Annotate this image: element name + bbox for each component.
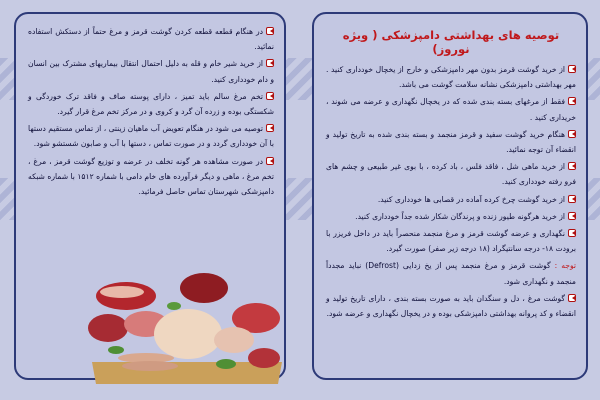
bullet-icon [266,92,274,100]
meat-platter-image [86,266,286,388]
bullet-icon [568,195,576,203]
meat-piece [88,314,128,342]
list-item: از خرید ماهی شل ، فاقد فلس ، باد کرده ، با بوی غیر طبیعی و چشم های فرو رفته خودداری کنید. [326,162,576,187]
bullet-icon [266,124,274,132]
note-label: توجه : [554,261,576,271]
herb-garnish [216,359,236,369]
list-item: از خرید شیر خام و قله به دلیل احتمال انتقال بیماریهای مشترک بین انسان و دام خودداری کنید. [28,59,274,84]
list-item: در هنگام قطعه قطعه کردن گوشت قرمز و مرغ حتماً از دستکش استفاده نمائید. [28,27,274,52]
list-item: از خرید هرگونه طیور زنده و پرندگان شکار شده جداً خودداری کنید. [326,209,576,224]
note [326,258,576,288]
right-panel [312,12,588,380]
list-item: از خرید گوشت چرخ کرده آماده در قصابی ها خودداری کنید. [326,192,576,207]
bullet-icon [568,65,576,73]
panel-title: توصیه های بهداشتی دامپزشکی ( ویژه نوروز) [342,28,560,56]
bullet-icon [568,130,576,138]
bullet-icon [568,97,576,105]
list-item: تخم مرغ سالم باید تمیز ، دارای پوسته صاف و فاقد ترک خوردگی و شکستگی بوده و زرده آن گرد و کروی و در مرکز تخم مرغ قرار گیرد. [28,91,274,117]
herb-garnish [167,302,181,310]
chicken [154,309,222,359]
chicken-piece [214,327,254,353]
bullet-icon [568,162,576,170]
list-item: در صورت مشاهده هر گونه تخلف در عرضه و توزیع گوشت قرمز ، مرغ ، تخم مرغ ، ماهی و دیگر فرآورده های خام دامی با شماره ۱۵۱۲ با شماره شبکه دامپزشکی شهرستان تماس حاصل فرمائید. [28,156,274,197]
meat-piece [180,273,228,303]
bullet-icon [266,59,274,67]
meat-piece [248,348,280,368]
bullet-icon [266,157,274,165]
list-item: فقط از مرغهای بسته بندی شده که در یخچال نگهداری و عرضه می شوند ، خریداری کنید . [326,97,576,122]
bullet-icon [266,27,274,35]
herb-garnish [108,346,124,354]
list-item: نگهداری و عرضه گوشت قرمز و مرغ منجمد منحصراً باید در داخل فریزر با برودت ۱۸- درجه سانتیگراد (۱۸ درجه زیر صفر) صورت گیرد. [326,229,576,254]
bullet-icon [568,212,576,220]
sausage [122,361,178,371]
list-item: توصیه می شود در هنگام تعویض آب ماهیان زینتی ، از تماس مستقیم دستها با آن خودداری گردد و در صورت تماس ، دستها با آب و صابون شستشو شود. [28,124,274,149]
left-panel [14,12,286,380]
bullet-icon [568,229,576,237]
fat-layer [100,286,144,298]
bullet-icon [568,294,576,302]
list-item: هنگام خرید گوشت سفید و قرمز منجمد و بسته بندی شده به تاریخ تولید و انقضاء آن توجه نمائید. [326,129,576,155]
note-text: گوشت قرمز و مرغ منجمد پس از یخ زدایی (Defrost) نباید مجدداً منجمد و نگهداری شود. [326,261,576,286]
list-item: از خرید گوشت قرمز بدون مهر دامپزشکی و خارج از یخچال خودداری کنید . مهر بهداشتی دامپزشکی نشانه سلامت گوشت می باشد. [326,65,576,90]
list-item: گوشت مرغ ، دل و سنگدان باید به صورت بسته بندی ، دارای تاریخ تولید و انقضاء و کد پروانه بهداشتی دامپزشکی بوده و در یخچال نگهداری و عرضه شود. [326,293,576,319]
